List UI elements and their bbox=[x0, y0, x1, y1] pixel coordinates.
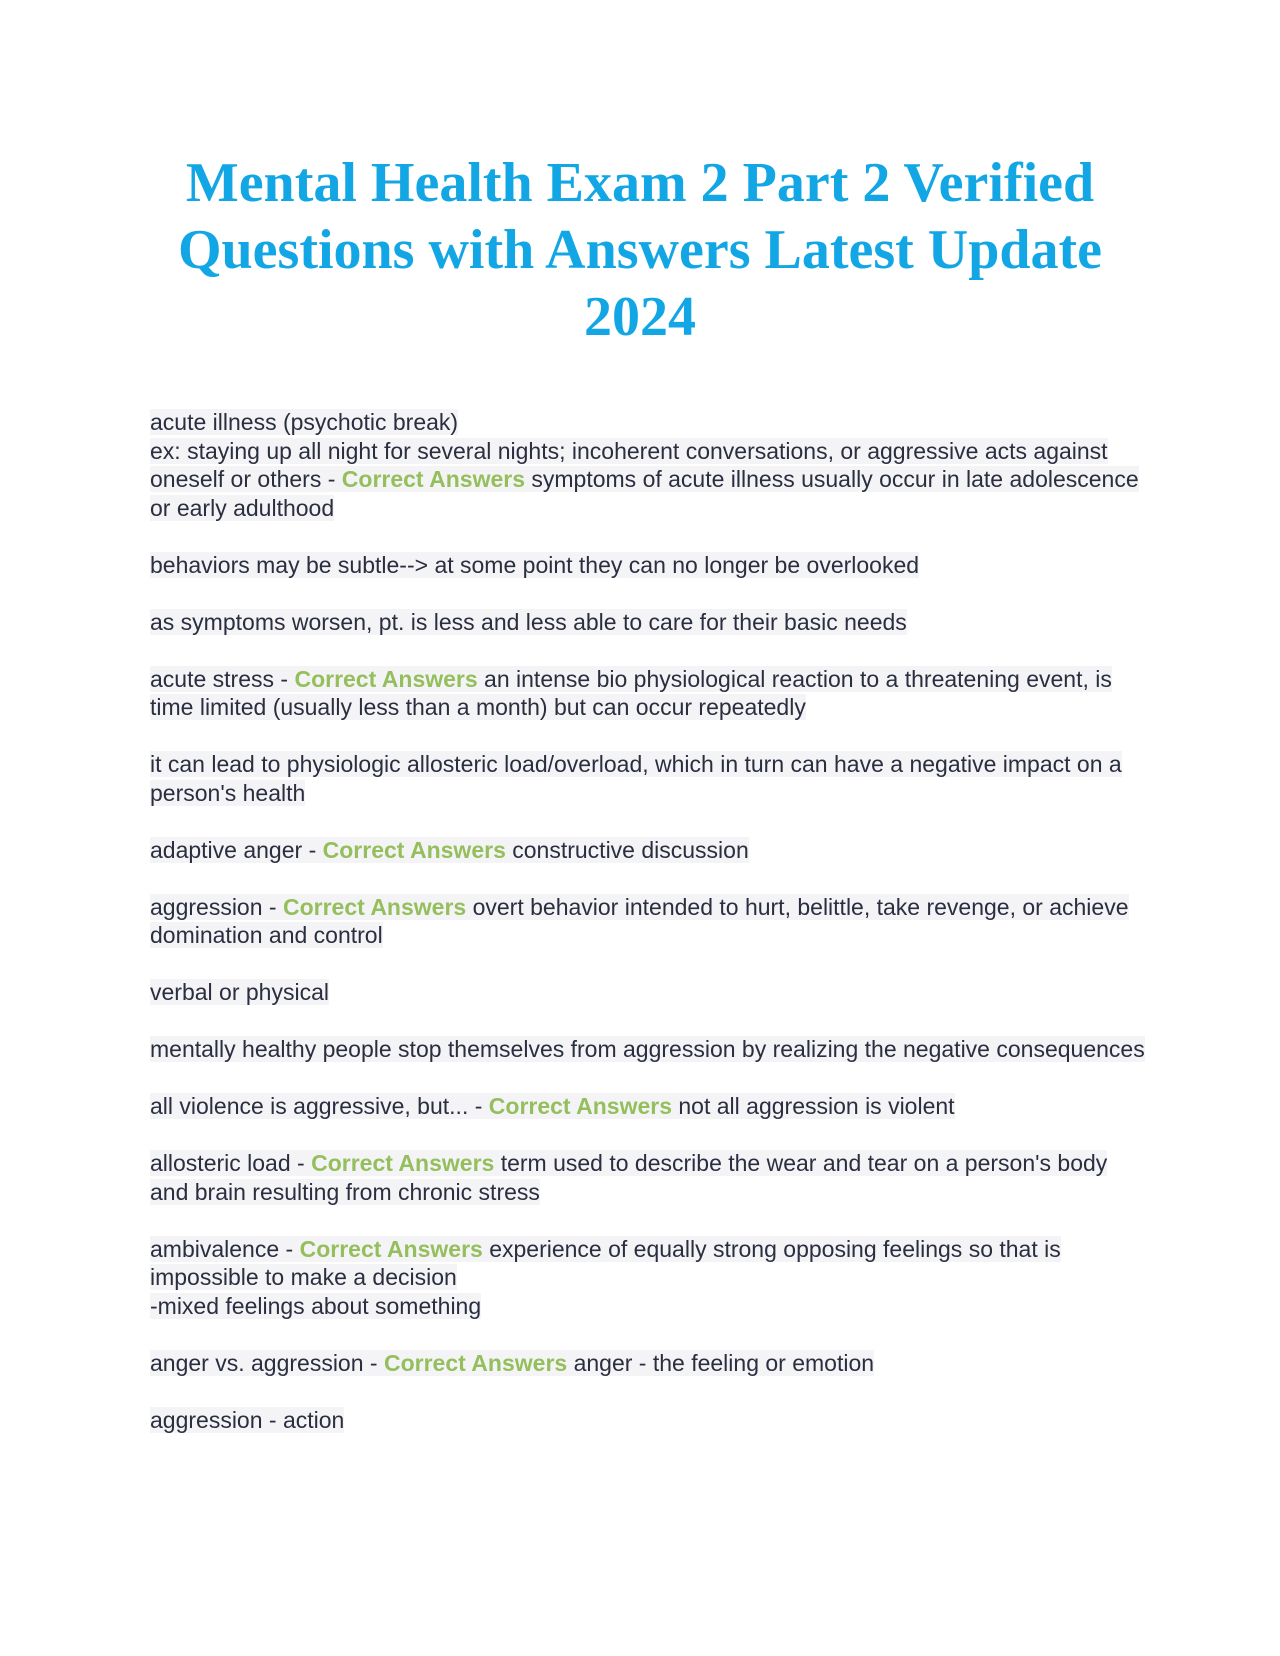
note-paragraph bbox=[150, 551, 1150, 580]
term-continuation-text: ex: staying up all night for several nights; incoherent conversations, or aggressive acts against oneself or others bbox=[150, 437, 1108, 492]
correct-answers-label: Correct Answers bbox=[282, 893, 467, 920]
note-paragraph bbox=[150, 1035, 1150, 1064]
correct-answers-label: Correct Answers bbox=[341, 466, 525, 492]
separator-text: - bbox=[262, 893, 283, 920]
qa-paragraph bbox=[150, 408, 1150, 522]
separator-text: - bbox=[302, 836, 323, 863]
answer-text: experience of equally strong opposing feelings so that is impossible to make a decision bbox=[150, 1235, 1061, 1290]
separator-text: - bbox=[363, 1349, 384, 1376]
answer-text: anger - the feeling or emotion bbox=[567, 1349, 875, 1376]
correct-answers-label: Correct Answers bbox=[383, 1349, 568, 1376]
answer-text: not all aggression is violent bbox=[672, 1093, 955, 1119]
correct-answers-label: Correct Answers bbox=[488, 1093, 672, 1119]
correct-answers-label: Correct Answers bbox=[299, 1235, 483, 1262]
answer-text: an intense bio physiological reaction to a threatening event, is time limited (usually less than a month) but can occur repeatedly bbox=[150, 665, 1112, 720]
qa-paragraph bbox=[150, 1349, 1150, 1378]
note-paragraph bbox=[150, 608, 1150, 637]
term-text: acute illness (psychotic break) bbox=[150, 409, 459, 435]
note-text: aggression - action bbox=[150, 1406, 345, 1433]
term-text: all violence is aggressive, but... bbox=[150, 1093, 469, 1119]
qa-paragraph bbox=[150, 836, 1150, 865]
correct-answers-label: Correct Answers bbox=[294, 665, 478, 692]
qa-paragraph bbox=[150, 665, 1150, 722]
separator-text: - bbox=[321, 466, 342, 492]
document-body bbox=[150, 408, 1150, 1463]
note-paragraph bbox=[150, 750, 1150, 807]
term-text: aggression bbox=[150, 893, 263, 920]
separator-text: - bbox=[468, 1093, 489, 1119]
term-text: adaptive anger bbox=[150, 836, 303, 863]
answer-continuation-text: -mixed feelings about something bbox=[150, 1292, 482, 1319]
correct-answers-label: Correct Answers bbox=[311, 1150, 495, 1176]
qa-paragraph bbox=[150, 1149, 1150, 1206]
note-text: verbal or physical bbox=[150, 979, 329, 1005]
correct-answers-label: Correct Answers bbox=[322, 836, 506, 863]
answer-text: overt behavior intended to hurt, belittle, take revenge, or achieve domination and control bbox=[150, 893, 1129, 948]
qa-paragraph bbox=[150, 1235, 1150, 1321]
term-text: allosteric load bbox=[150, 1150, 291, 1176]
term-text: acute stress bbox=[150, 665, 274, 692]
answer-text: constructive discussion bbox=[505, 836, 749, 863]
note-paragraph bbox=[150, 1406, 1150, 1435]
note-text: mentally healthy people stop themselves from aggression by realizing the negative consequences bbox=[150, 1036, 1145, 1062]
term-text: ambivalence bbox=[150, 1235, 280, 1262]
qa-paragraph bbox=[150, 893, 1150, 950]
answer-text: term used to describe the wear and tear on a person's body and brain resulting from chronic stress bbox=[150, 1150, 1108, 1205]
note-text: behaviors may be subtle--> at some point they can no longer be overlooked bbox=[150, 551, 920, 578]
separator-text: - bbox=[279, 1235, 300, 1262]
separator-text: - bbox=[274, 665, 295, 692]
term-text: anger vs. aggression bbox=[150, 1349, 364, 1376]
document-title: Mental Health Exam 2 Part 2 Verified Questions with Answers Latest Update 2024 bbox=[177, 152, 1103, 348]
note-text: as symptoms worsen, pt. is less and less able to care for their basic needs bbox=[150, 608, 907, 635]
separator-text: - bbox=[290, 1150, 312, 1176]
qa-paragraph bbox=[150, 1092, 1150, 1121]
note-text: it can lead to physiologic allosteric load/overload, which in turn can have a negative impact on a person's health bbox=[150, 751, 1122, 806]
note-paragraph bbox=[150, 978, 1150, 1007]
answer-text: symptoms of acute illness usually occur in late adolescence or early adulthood bbox=[150, 466, 1139, 521]
